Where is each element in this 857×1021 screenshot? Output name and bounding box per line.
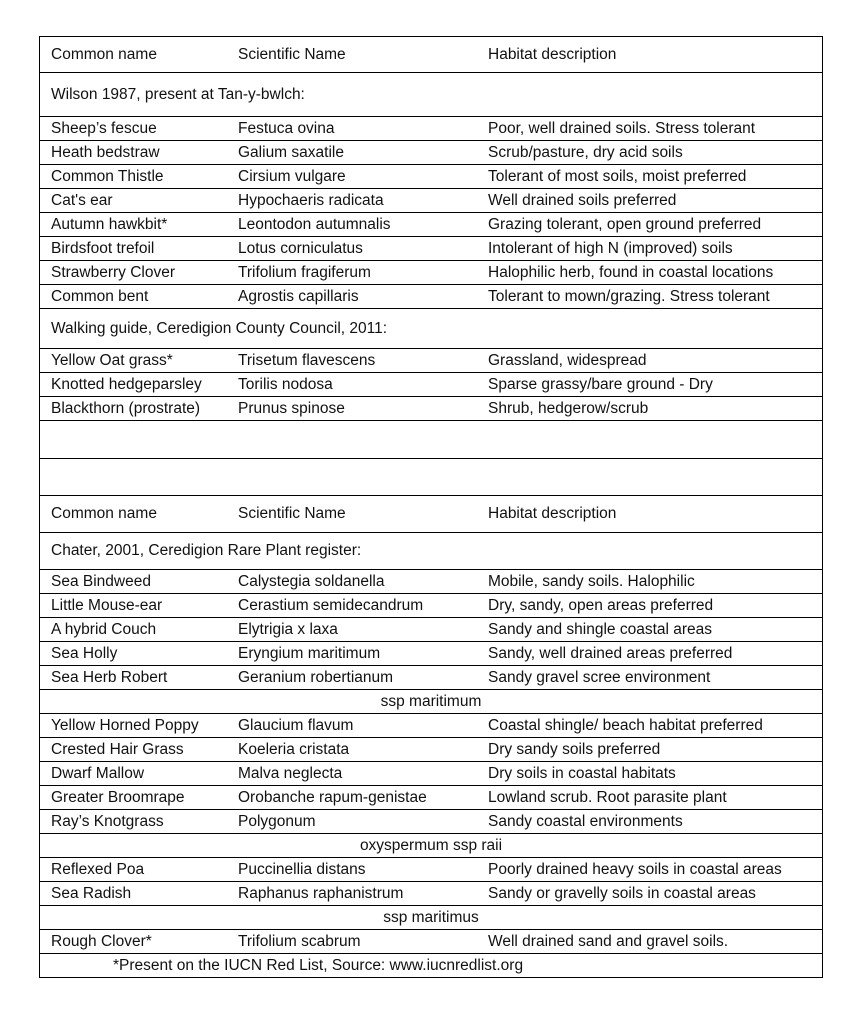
empty-cell [40,421,823,459]
common-name-cell: Blackthorn (prostrate) [40,397,239,421]
section-title: Walking guide, Ceredigion County Council, 2011: [40,309,823,349]
scientific-name-cell: Cirsium vulgare [238,165,488,189]
header-scientific-name: Scientific Name [238,496,488,533]
table-row [40,189,823,213]
habitat-cell: Shrub, hedgerow/scrub [488,397,823,421]
scientific-name-cell: Cerastium semidecandrum [238,594,488,618]
scientific-name-cell: Trifolium fragiferum [238,261,488,285]
table-row [40,165,823,189]
scientific-name-cell: Prunus spinose [238,397,488,421]
common-name-cell: Cat's ear [40,189,239,213]
header-row [40,37,823,73]
table-row [40,666,823,690]
habitat-cell: Well drained sand and gravel soils. [488,930,823,954]
scientific-name-cell: Galium saxatile [238,141,488,165]
table-row [40,810,823,834]
table-row [40,930,823,954]
common-name-cell: Sea Herb Robert [40,666,239,690]
common-name-cell: Common Thistle [40,165,239,189]
common-name-cell: A hybrid Couch [40,618,239,642]
header-scientific-name: Scientific Name [238,37,488,73]
habitat-cell: Sandy and shingle coastal areas [488,618,823,642]
spacer-row [40,421,823,459]
habitat-cell: Tolerant of most soils, moist preferred [488,165,823,189]
scientific-name-cell: Eryngium maritimum [238,642,488,666]
habitat-cell: Sandy or gravelly soils in coastal areas [488,882,823,906]
table-row [40,762,823,786]
common-name-cell: Reflexed Poa [40,858,239,882]
common-name-cell: Yellow Horned Poppy [40,714,239,738]
habitat-cell: Well drained soils preferred [488,189,823,213]
common-name-cell: Common bent [40,285,239,309]
scientific-name-cell: Puccinellia distans [238,858,488,882]
habitat-cell: Dry, sandy, open areas preferred [488,594,823,618]
table-row [40,261,823,285]
common-name-cell: Autumn hawkbit* [40,213,239,237]
table-row [40,834,823,858]
section-title: Chater, 2001, Ceredigion Rare Plant register: [40,533,823,570]
scientific-name-cell: Torilis nodosa [238,373,488,397]
table-row [40,882,823,906]
table-row [40,594,823,618]
habitat-cell: Sandy gravel scree environment [488,666,823,690]
habitat-cell: Dry soils in coastal habitats [488,762,823,786]
habitat-cell: Grassland, widespread [488,349,823,373]
header-common-name: Common name [40,496,239,533]
common-name-cell: Sea Holly [40,642,239,666]
section-title: Wilson 1987, present at Tan-y-bwlch: [40,73,823,117]
table-row [40,738,823,762]
table-row [40,285,823,309]
scientific-name-cell: Agrostis capillaris [238,285,488,309]
common-name-cell: Knotted hedgeparsley [40,373,239,397]
scientific-name-cell: Raphanus raphanistrum [238,882,488,906]
table-row [40,213,823,237]
table-row [40,373,823,397]
habitat-cell: Halophilic herb, found in coastal locations [488,261,823,285]
scientific-name-cell: Glaucium flavum [238,714,488,738]
common-name-cell: Dwarf Mallow [40,762,239,786]
common-name-cell: Birdsfoot trefoil [40,237,239,261]
section-title-row [40,309,823,349]
habitat-cell: Lowland scrub. Root parasite plant [488,786,823,810]
scientific-name-continuation: oxyspermum ssp raii [40,834,823,858]
scientific-name-cell: Leontodon autumnalis [238,213,488,237]
common-name-cell: Greater Broomrape [40,786,239,810]
empty-cell [40,459,823,496]
table-row [40,642,823,666]
table-row [40,618,823,642]
spacer-row [40,459,823,496]
habitat-cell: Tolerant to mown/grazing. Stress tolerant [488,285,823,309]
table-row [40,714,823,738]
table-row [40,858,823,882]
table-row [40,906,823,930]
header-habitat-description: Habitat description [488,37,823,73]
table-row [40,786,823,810]
scientific-name-cell: Trifolium scabrum [238,930,488,954]
habitat-cell: Sparse grassy/bare ground - Dry [488,373,823,397]
species-table [39,36,823,978]
habitat-cell: Poor, well drained soils. Stress tolerant [488,117,823,141]
habitat-cell: Mobile, sandy soils. Halophilic [488,570,823,594]
scientific-name-continuation: ssp maritimus [40,906,823,930]
habitat-cell: Coastal shingle/ beach habitat preferred [488,714,823,738]
habitat-cell: Intolerant of high N (improved) soils [488,237,823,261]
habitat-cell: Dry sandy soils preferred [488,738,823,762]
table-row [40,117,823,141]
common-name-cell: Strawberry Clover [40,261,239,285]
table-row [40,141,823,165]
header-common-name: Common name [40,37,239,73]
table-row [40,237,823,261]
scientific-name-cell: Elytrigia x laxa [238,618,488,642]
scientific-name-cell: Festuca ovina [238,117,488,141]
common-name-cell: Sea Bindweed [40,570,239,594]
table-row [40,570,823,594]
header-habitat-description: Habitat description [488,496,823,533]
scientific-name-cell: Hypochaeris radicata [238,189,488,213]
common-name-cell: Sea Radish [40,882,239,906]
scientific-name-continuation: ssp maritimum [40,690,823,714]
common-name-cell: Sheep’s fescue [40,117,239,141]
habitat-cell: Scrub/pasture, dry acid soils [488,141,823,165]
scientific-name-cell: Polygonum [238,810,488,834]
habitat-cell: Sandy, well drained areas preferred [488,642,823,666]
common-name-cell: Little Mouse-ear [40,594,239,618]
footnote-row [40,954,823,978]
scientific-name-cell: Orobanche rapum-genistae [238,786,488,810]
habitat-cell: Grazing tolerant, open ground preferred [488,213,823,237]
common-name-cell: Crested Hair Grass [40,738,239,762]
scientific-name-cell: Geranium robertianum [238,666,488,690]
common-name-cell: Heath bedstraw [40,141,239,165]
scientific-name-cell: Calystegia soldanella [238,570,488,594]
habitat-cell: Sandy coastal environments [488,810,823,834]
table-row [40,349,823,373]
header-row [40,496,823,533]
common-name-cell: Ray’s Knotgrass [40,810,239,834]
section-title-row [40,73,823,117]
species-table-body [40,37,823,978]
table-row [40,690,823,714]
section-title-row [40,533,823,570]
footnote: *Present on the IUCN Red List, Source: www.iucnredlist.org [40,954,823,978]
scientific-name-cell: Malva neglecta [238,762,488,786]
table-row [40,397,823,421]
habitat-cell: Poorly drained heavy soils in coastal areas [488,858,823,882]
scientific-name-cell: Trisetum flavescens [238,349,488,373]
common-name-cell: Rough Clover* [40,930,239,954]
scientific-name-cell: Koeleria cristata [238,738,488,762]
common-name-cell: Yellow Oat grass* [40,349,239,373]
scientific-name-cell: Lotus corniculatus [238,237,488,261]
